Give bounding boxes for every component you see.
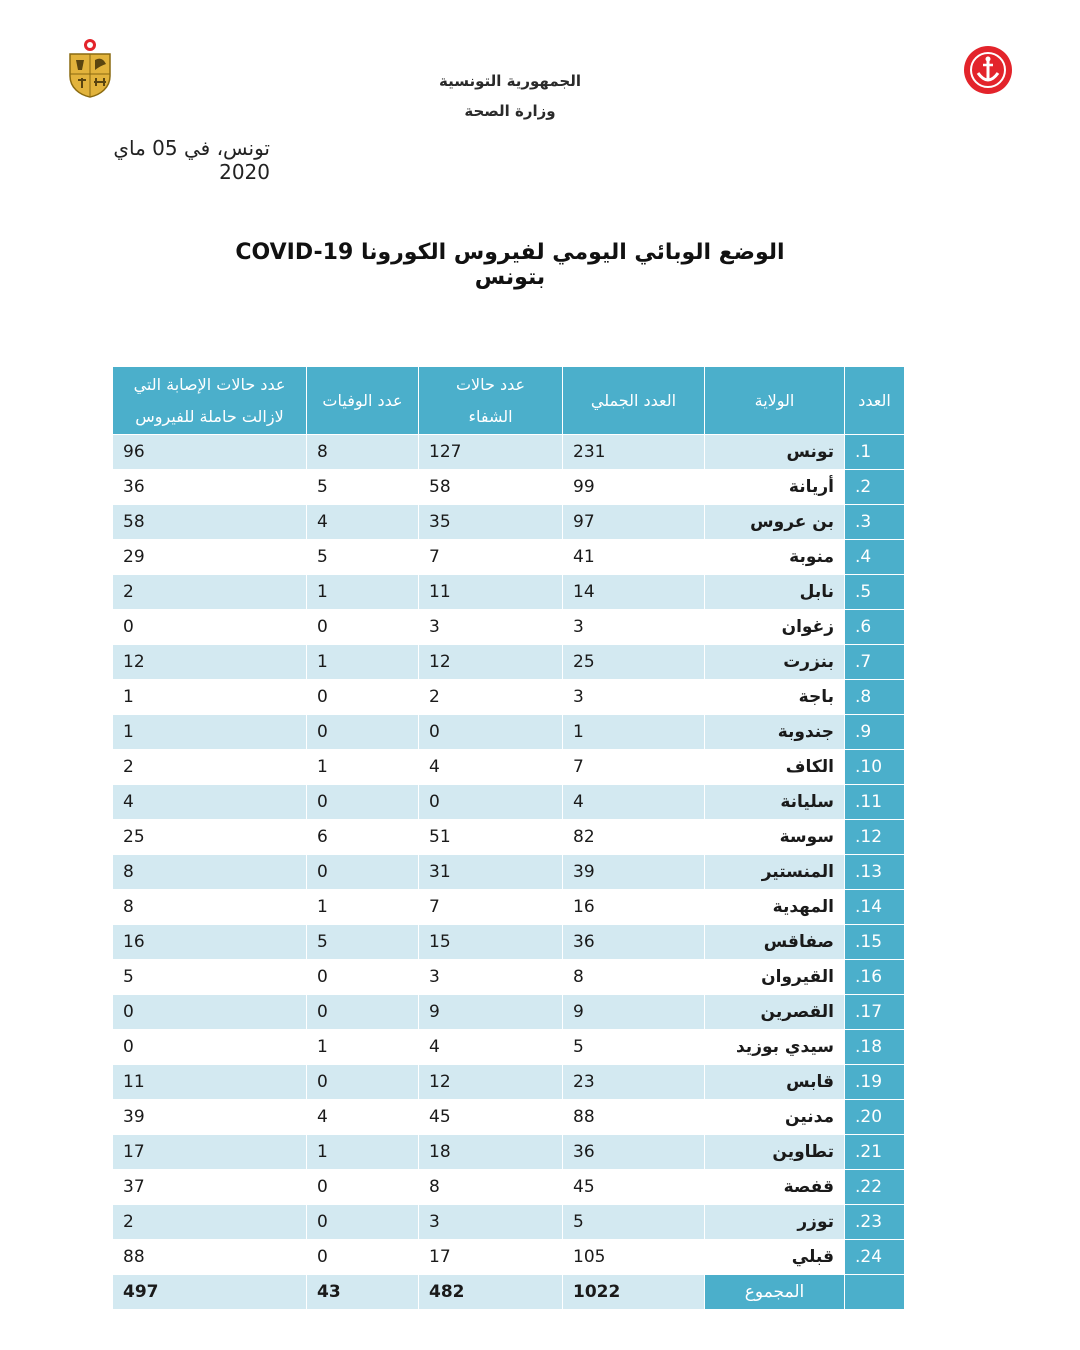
total-cases: 16 [563, 890, 705, 925]
row-index: .23 [845, 1205, 905, 1240]
table-row [113, 505, 905, 540]
deaths-count: 0 [307, 785, 419, 820]
governorate-name: سيدي بوزيد [705, 1030, 845, 1065]
recovered-cases: 3 [419, 610, 563, 645]
row-index: .9 [845, 715, 905, 750]
recovered-cases: 15 [419, 925, 563, 960]
active-cases: 37 [113, 1170, 307, 1205]
row-index: .6 [845, 610, 905, 645]
active-cases: 2 [113, 1205, 307, 1240]
deaths-count: 1 [307, 1135, 419, 1170]
total-cases: 36 [563, 925, 705, 960]
deaths-count: 1 [307, 750, 419, 785]
row-index: .1 [845, 435, 905, 470]
governorate-name: بنزرت [705, 645, 845, 680]
row-index: .10 [845, 750, 905, 785]
col-header-active-line2: لازالت حاملة للفيروس [135, 406, 284, 426]
table-row [113, 995, 905, 1030]
recovered-cases: 18 [419, 1135, 563, 1170]
total-cases: 39 [563, 855, 705, 890]
deaths-count: 0 [307, 1240, 419, 1275]
recovered-cases: 4 [419, 1030, 563, 1065]
total-cases: 105 [563, 1240, 705, 1275]
table-row [113, 1205, 905, 1240]
total-cases: 7 [563, 750, 705, 785]
active-cases: 16 [113, 925, 307, 960]
recovered-cases: 3 [419, 960, 563, 995]
col-header-recovered-line1: عدد حالات [455, 374, 526, 394]
totals-label: المجموع [705, 1275, 845, 1310]
table-row [113, 645, 905, 680]
row-index: .16 [845, 960, 905, 995]
active-cases: 8 [113, 855, 307, 890]
deaths-count: 0 [307, 680, 419, 715]
row-index: .18 [845, 1030, 905, 1065]
recovered-cases: 51 [419, 820, 563, 855]
total-cases: 97 [563, 505, 705, 540]
row-index: .5 [845, 575, 905, 610]
deaths-count: 0 [307, 715, 419, 750]
active-cases: 2 [113, 575, 307, 610]
deaths-count: 0 [307, 1065, 419, 1100]
deaths-count: 0 [307, 1170, 419, 1205]
republic-line: الجمهورية التونسية [439, 72, 581, 90]
recovered-cases: 8 [419, 1170, 563, 1205]
totals-total: 1022 [563, 1275, 705, 1310]
recovered-cases: 0 [419, 715, 563, 750]
total-cases: 41 [563, 540, 705, 575]
table-row [113, 960, 905, 995]
governorate-name: تونس [705, 435, 845, 470]
table-header-row [113, 367, 905, 435]
recovered-cases: 9 [419, 995, 563, 1030]
governorate-name: القيروان [705, 960, 845, 995]
col-header-deaths: عدد الوفيات [307, 367, 419, 435]
col-header-recovered-line2: الشفاء [468, 406, 513, 426]
table-row [113, 1100, 905, 1135]
table-row [113, 925, 905, 960]
row-index: .24 [845, 1240, 905, 1275]
total-cases: 88 [563, 1100, 705, 1135]
col-header-active [113, 367, 307, 435]
governorate-name: المهدية [705, 890, 845, 925]
governorate-name: صفاقس [705, 925, 845, 960]
row-index: .17 [845, 995, 905, 1030]
row-index: .4 [845, 540, 905, 575]
col-header-active-line1: عدد حالات الإصابة التي [133, 374, 286, 394]
governorate-name: قبلي [705, 1240, 845, 1275]
recovered-cases: 31 [419, 855, 563, 890]
table-row [113, 470, 905, 505]
row-index: .19 [845, 1065, 905, 1100]
deaths-count: 0 [307, 960, 419, 995]
total-cases: 5 [563, 1205, 705, 1240]
active-cases: 36 [113, 470, 307, 505]
recovered-cases: 3 [419, 1205, 563, 1240]
ministry-line: وزارة الصحة [464, 102, 556, 120]
active-cases: 1 [113, 715, 307, 750]
col-header-recovered [419, 367, 563, 435]
row-index: .11 [845, 785, 905, 820]
deaths-count: 0 [307, 610, 419, 645]
total-cases: 25 [563, 645, 705, 680]
date-line: تونس، في 05 ماي 2020 [113, 136, 270, 184]
active-cases: 29 [113, 540, 307, 575]
governorate-name: تطاوين [705, 1135, 845, 1170]
governorate-name: قابس [705, 1065, 845, 1100]
recovered-cases: 2 [419, 680, 563, 715]
row-index: .3 [845, 505, 905, 540]
total-cases: 5 [563, 1030, 705, 1065]
governorate-name: القصرين [705, 995, 845, 1030]
table-row [113, 1065, 905, 1100]
table-row [113, 610, 905, 645]
col-header-total: العدد الجملي [563, 367, 705, 435]
totals-row [113, 1275, 905, 1310]
row-index: .22 [845, 1170, 905, 1205]
active-cases: 11 [113, 1065, 307, 1100]
governorate-name: قفصة [705, 1170, 845, 1205]
recovered-cases: 7 [419, 890, 563, 925]
active-cases: 12 [113, 645, 307, 680]
total-cases: 8 [563, 960, 705, 995]
table-row [113, 1240, 905, 1275]
active-cases: 88 [113, 1240, 307, 1275]
recovered-cases: 17 [419, 1240, 563, 1275]
deaths-count: 5 [307, 925, 419, 960]
row-index: .15 [845, 925, 905, 960]
page-title: الوضع الوبائي اليومي لفيروس الكورونا COVID-19 بتونس [235, 240, 785, 290]
active-cases: 25 [113, 820, 307, 855]
deaths-count: 8 [307, 435, 419, 470]
recovered-cases: 11 [419, 575, 563, 610]
recovered-cases: 45 [419, 1100, 563, 1135]
row-index: .12 [845, 820, 905, 855]
totals-active: 497 [113, 1275, 307, 1310]
letterhead [380, 66, 640, 126]
row-index: .7 [845, 645, 905, 680]
row-index: .2 [845, 470, 905, 505]
active-cases: 0 [113, 995, 307, 1030]
deaths-count: 0 [307, 1205, 419, 1240]
governorate-name: مدنين [705, 1100, 845, 1135]
governorate-name: المنستير [705, 855, 845, 890]
table-row [113, 750, 905, 785]
deaths-count: 1 [307, 890, 419, 925]
governorate-name: نابل [705, 575, 845, 610]
total-cases: 3 [563, 610, 705, 645]
governorate-name: جندوبة [705, 715, 845, 750]
totals-recovered: 482 [419, 1275, 563, 1310]
active-cases: 5 [113, 960, 307, 995]
governorate-name: سليانة [705, 785, 845, 820]
active-cases: 4 [113, 785, 307, 820]
active-cases: 2 [113, 750, 307, 785]
recovered-cases: 58 [419, 470, 563, 505]
table-row [113, 820, 905, 855]
deaths-count: 0 [307, 995, 419, 1030]
deaths-count: 1 [307, 1030, 419, 1065]
deaths-count: 4 [307, 505, 419, 540]
table-row [113, 855, 905, 890]
row-index: .21 [845, 1135, 905, 1170]
total-cases: 45 [563, 1170, 705, 1205]
active-cases: 1 [113, 680, 307, 715]
row-index: .13 [845, 855, 905, 890]
recovered-cases: 4 [419, 750, 563, 785]
total-cases: 23 [563, 1065, 705, 1100]
deaths-count: 1 [307, 575, 419, 610]
table-row [113, 785, 905, 820]
recovered-cases: 35 [419, 505, 563, 540]
table-row [113, 1170, 905, 1205]
total-cases: 9 [563, 995, 705, 1030]
table-row [113, 680, 905, 715]
active-cases: 17 [113, 1135, 307, 1170]
table-row [113, 715, 905, 750]
active-cases: 0 [113, 610, 307, 645]
row-index: .14 [845, 890, 905, 925]
total-cases: 4 [563, 785, 705, 820]
tunisia-coat-of-arms-icon [66, 38, 114, 98]
deaths-count: 1 [307, 645, 419, 680]
col-header-governorate: الولاية [705, 367, 845, 435]
col-header-index: العدد [845, 367, 905, 435]
active-cases: 39 [113, 1100, 307, 1135]
table-row [113, 890, 905, 925]
governorate-name: أريانة [705, 470, 845, 505]
ministry-health-anchor-icon [963, 45, 1013, 95]
covid-stats-table [112, 366, 905, 1310]
table-row [113, 1135, 905, 1170]
active-cases: 0 [113, 1030, 307, 1065]
governorate-name: باجة [705, 680, 845, 715]
table-row [113, 1030, 905, 1065]
recovered-cases: 127 [419, 435, 563, 470]
recovered-cases: 12 [419, 1065, 563, 1100]
recovered-cases: 12 [419, 645, 563, 680]
deaths-count: 6 [307, 820, 419, 855]
governorate-name: سوسة [705, 820, 845, 855]
governorate-name: زغوان [705, 610, 845, 645]
totals-corner [845, 1275, 905, 1310]
total-cases: 1 [563, 715, 705, 750]
governorate-name: بن عروس [705, 505, 845, 540]
deaths-count: 5 [307, 540, 419, 575]
governorate-name: توزر [705, 1205, 845, 1240]
row-index: .8 [845, 680, 905, 715]
deaths-count: 5 [307, 470, 419, 505]
deaths-count: 0 [307, 855, 419, 890]
row-index: .20 [845, 1100, 905, 1135]
table-row [113, 540, 905, 575]
active-cases: 58 [113, 505, 307, 540]
governorate-name: الكاف [705, 750, 845, 785]
active-cases: 96 [113, 435, 307, 470]
governorate-name: منوبة [705, 540, 845, 575]
table-row [113, 435, 905, 470]
recovered-cases: 0 [419, 785, 563, 820]
table-row [113, 575, 905, 610]
total-cases: 36 [563, 1135, 705, 1170]
total-cases: 99 [563, 470, 705, 505]
recovered-cases: 7 [419, 540, 563, 575]
deaths-count: 4 [307, 1100, 419, 1135]
active-cases: 8 [113, 890, 307, 925]
total-cases: 3 [563, 680, 705, 715]
total-cases: 82 [563, 820, 705, 855]
total-cases: 14 [563, 575, 705, 610]
total-cases: 231 [563, 435, 705, 470]
totals-deaths: 43 [307, 1275, 419, 1310]
